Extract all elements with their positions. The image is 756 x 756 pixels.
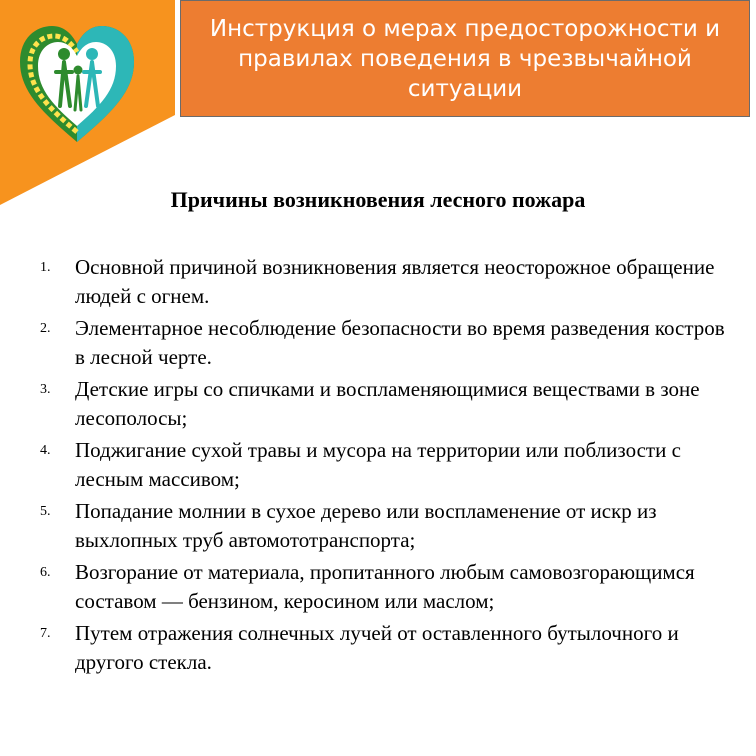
list-item-text: Возгорание от материала, пропитанного любым самовозгорающимся составом — бензином, керосином или маслом; <box>75 560 695 613</box>
list-item <box>40 314 740 372</box>
header-banner <box>180 0 750 117</box>
section-title: Причины возникновения лесного пожара <box>170 187 586 212</box>
list-item-text: Детские игры со спичками и воспламеняющимися веществами в зоне лесополосы; <box>75 377 700 430</box>
list-item-text: Попадание молнии в сухое дерево или воспламенение от искр из выхлопных труб автомототранспорта; <box>75 499 657 552</box>
list-item-text: Поджигание сухой травы и мусора на территории или поблизости с лесным массивом; <box>75 438 681 491</box>
list-item <box>40 436 740 494</box>
list-item <box>40 375 740 433</box>
heart-family-logo-icon <box>14 14 140 148</box>
list-item <box>40 558 740 616</box>
page-title: Инструкция о мерах предосторожности и правилах поведения в чрезвычайной ситуации <box>209 15 721 102</box>
list-item-number: 4. <box>40 443 51 458</box>
causes-list <box>40 253 740 680</box>
list-item-number: 6. <box>40 565 51 580</box>
list-item <box>40 619 740 677</box>
list-item <box>40 253 740 311</box>
list-item-number: 1. <box>40 260 51 275</box>
list-item <box>40 497 740 555</box>
list-item-text: Элементарное несоблюдение безопасности во время разведения костров в лесной черте. <box>75 316 725 369</box>
list-item-text: Основной причиной возникновения является неосторожное обращение людей с огнем. <box>75 255 715 308</box>
list-item-number: 5. <box>40 504 51 519</box>
list-item-number: 7. <box>40 626 51 641</box>
list-item-number: 2. <box>40 321 51 336</box>
list-item-text: Путем отражения солнечных лучей от оставленного бутылочного и другого стекла. <box>75 621 679 674</box>
list-item-number: 3. <box>40 382 51 397</box>
